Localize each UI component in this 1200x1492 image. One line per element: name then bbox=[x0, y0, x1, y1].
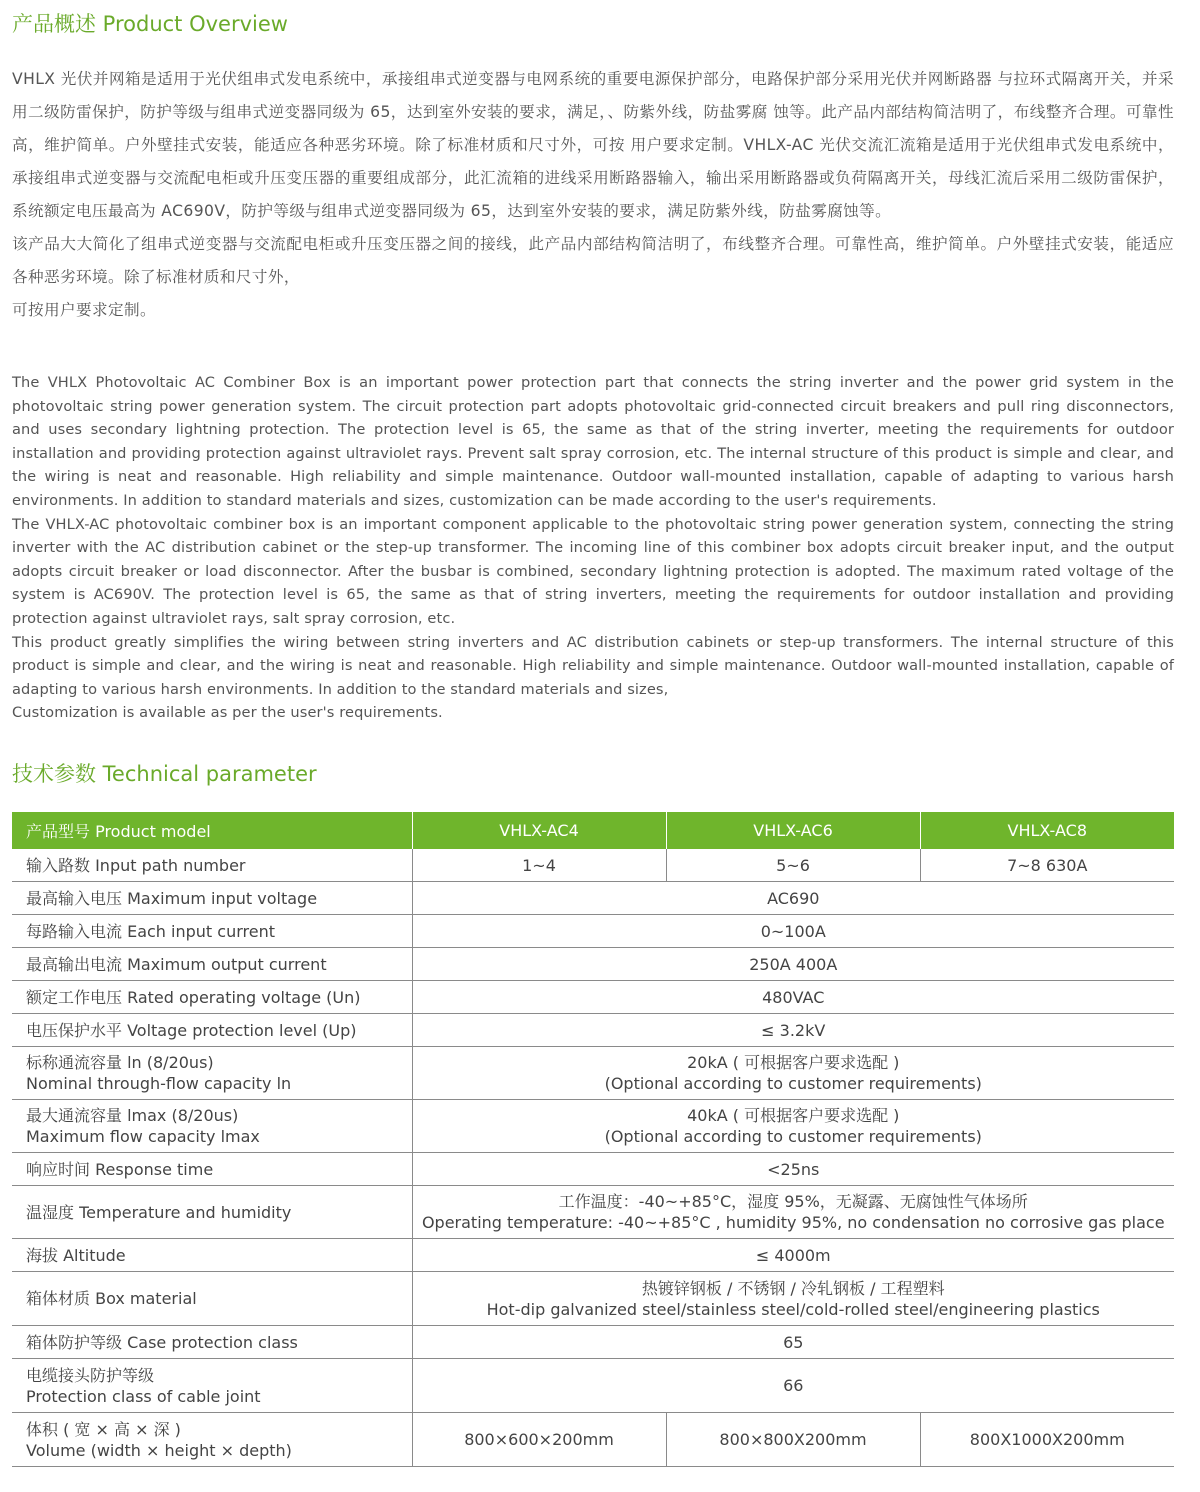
row-label-line: 体积 ( 宽 × 高 × 深 ) bbox=[26, 1419, 181, 1439]
row-value-line: 40kA ( 可根据客户要求选配 ) bbox=[687, 1106, 900, 1125]
row-label bbox=[12, 1272, 412, 1326]
table-row bbox=[12, 1359, 1174, 1413]
row-label-line: 最高输入电压 Maximum input voltage bbox=[26, 888, 318, 908]
row-label bbox=[12, 1413, 412, 1467]
table-row bbox=[12, 981, 1174, 1014]
row-value-line: 工作温度：-40~+85°C，湿度 95%，无凝露、无腐蚀性气体场所 bbox=[558, 1192, 1028, 1211]
row-label-line: 标称通流容量 ln (8/20us) bbox=[26, 1053, 214, 1072]
header-model-ac8: VHLX-AC8 bbox=[920, 812, 1174, 849]
row-label-line: 最大通流容量 lmax (8/20us) bbox=[26, 1106, 239, 1125]
table-row bbox=[12, 915, 1174, 948]
row-label bbox=[12, 1100, 412, 1153]
row-value-merged bbox=[412, 1326, 1174, 1359]
table-row bbox=[12, 849, 1174, 882]
row-value-line: (Optional according to customer requirements) bbox=[604, 1074, 982, 1093]
spec-header-row bbox=[12, 812, 1174, 849]
row-value-merged bbox=[412, 1100, 1174, 1153]
row-label-line: Nominal through-flow capacity ln bbox=[26, 1074, 292, 1093]
en-paragraph: This product greatly simplifies the wiring between string inverters and AC distribution cabinets or step-up transformers. The internal structure of this product is simple and clear, and the wiring is neat and reasonable. High reliability and simple maintenance. Outdoor wall-mounted installation, capable of adapting to various harsh environments. In addition to the standard materials and sizes, bbox=[12, 633, 1174, 698]
table-row bbox=[12, 1413, 1174, 1467]
row-label bbox=[12, 1186, 412, 1239]
row-label bbox=[12, 1359, 412, 1413]
row-value-line: Operating temperature: -40~+85°C , humidity 95%, no condensation no corrosive gas place bbox=[421, 1213, 1165, 1232]
table-row bbox=[12, 1239, 1174, 1272]
row-value: 5~6 bbox=[666, 849, 920, 882]
table-row bbox=[12, 948, 1174, 981]
cn-paragraph: 该产品大大简化了组串式逆变器与交流配电柜或升压变压器之间的接线，此产品内部结构简洁明了，布线整齐合理。可靠性高，维护简单。户外壁挂式安装，能适应各种恶劣环境。除了标准材质和尺寸外， bbox=[12, 235, 1174, 286]
row-label bbox=[12, 1014, 412, 1047]
row-value: 800×600×200mm bbox=[412, 1413, 666, 1467]
row-value-line: 热镀锌钢板 / 不锈钢 / 冷轧钢板 / 工程塑料 bbox=[641, 1278, 945, 1298]
row-value-merged bbox=[412, 1047, 1174, 1100]
row-label-line: 额定工作电压 Rated operating voltage (Un) bbox=[26, 987, 361, 1007]
row-value: 1~4 bbox=[412, 849, 666, 882]
row-label bbox=[12, 981, 412, 1014]
table-row bbox=[12, 1100, 1174, 1153]
row-value-merged bbox=[412, 1014, 1174, 1047]
row-label bbox=[12, 882, 412, 915]
row-value: 7~8 630A bbox=[920, 849, 1174, 882]
row-value-line: <25ns bbox=[767, 1159, 820, 1179]
overview-title: 产品概述 Product Overview bbox=[12, 12, 288, 36]
row-value: 800X1000X200mm bbox=[920, 1413, 1174, 1467]
row-label bbox=[12, 1239, 412, 1272]
row-label bbox=[12, 849, 412, 882]
en-paragraph: Customization is available as per the user's requirements. bbox=[12, 704, 443, 722]
row-value-merged bbox=[412, 1186, 1174, 1239]
technical-title: 技术参数 Technical parameter bbox=[12, 762, 317, 786]
table-row bbox=[12, 1047, 1174, 1100]
row-label-line: 温湿度 Temperature and humidity bbox=[26, 1202, 292, 1222]
row-label-line: 每路输入电流 Each input current bbox=[26, 921, 275, 941]
row-value-line: Hot-dip galvanized steel/stainless steel/cold-rolled steel/engineering plastics bbox=[486, 1299, 1100, 1319]
row-label bbox=[12, 1047, 412, 1100]
table-row bbox=[12, 1153, 1174, 1186]
row-label-line: 电压保护水平 Voltage protection level (Up) bbox=[26, 1020, 357, 1040]
row-label-line: 最高输出电流 Maximum output current bbox=[26, 954, 327, 974]
row-value: 800×800X200mm bbox=[666, 1413, 920, 1467]
row-value-merged bbox=[412, 915, 1174, 948]
row-value-line: 250A 400A bbox=[749, 954, 838, 974]
row-value-merged bbox=[412, 1153, 1174, 1186]
table-row bbox=[12, 1326, 1174, 1359]
spec-table-body bbox=[12, 849, 1174, 1467]
row-value-line: ≤ 4000m bbox=[755, 1245, 831, 1265]
table-row bbox=[12, 1186, 1174, 1239]
row-label bbox=[12, 1326, 412, 1359]
spec-table bbox=[12, 812, 1174, 1467]
en-paragraph: The VHLX Photovoltaic AC Combiner Box is an important power protection part that connects the string inverter and the power grid system in the photovoltaic string power generation system. The circuit protection part adopts photovoltaic grid-connected circuit breakers and pull ring disconnectors, and uses secondary lightning protection. The protection level is 65, the same as that of the string inverter, meeting the requirements for outdoor installation and providing protection against ultraviolet rays. Prevent salt spray corrosion, etc. The internal structure of this product is simple and clear, and the wiring is neat and reasonable. High reliability and simple maintenance. Outdoor wall-mounted installation, capable of adapting to various harsh environments. In addition to standard materials and sizes, customization can be made according to the user's requirements. bbox=[12, 374, 1174, 509]
row-label bbox=[12, 915, 412, 948]
table-row bbox=[12, 1014, 1174, 1047]
row-label-line: 海拔 Altitude bbox=[26, 1245, 126, 1265]
row-label-line: 输入路数 Input path number bbox=[26, 855, 246, 875]
row-label bbox=[12, 1153, 412, 1186]
overview-english-text bbox=[12, 371, 1174, 725]
row-label-line: 电缆接头防护等级 bbox=[26, 1365, 155, 1385]
row-value-merged bbox=[412, 981, 1174, 1014]
header-model-ac6: VHLX-AC6 bbox=[666, 812, 920, 849]
table-row bbox=[12, 882, 1174, 915]
table-row bbox=[12, 1272, 1174, 1326]
row-value-merged bbox=[412, 1239, 1174, 1272]
row-label-line: 响应时间 Response time bbox=[26, 1159, 214, 1179]
row-value-line: 20kA ( 可根据客户要求选配 ) bbox=[687, 1053, 900, 1072]
row-label-line: Maximum flow capacity lmax bbox=[26, 1127, 260, 1146]
header-product-model: 产品型号 Product model bbox=[12, 812, 412, 849]
row-label bbox=[12, 948, 412, 981]
row-value-line: 66 bbox=[783, 1376, 804, 1395]
row-value-line: 0~100A bbox=[760, 921, 826, 941]
row-value-merged bbox=[412, 1272, 1174, 1326]
row-value-line: (Optional according to customer requirements) bbox=[604, 1127, 982, 1146]
row-label-line: 箱体材质 Box material bbox=[26, 1289, 197, 1308]
cn-paragraph: 可按用户要求定制。 bbox=[12, 301, 156, 319]
row-label-line: 箱体防护等级 Case protection class bbox=[26, 1332, 298, 1352]
row-value-line: 65 bbox=[783, 1332, 804, 1352]
row-value-line: ≤ 3.2kV bbox=[761, 1020, 826, 1040]
row-value-merged bbox=[412, 948, 1174, 981]
overview-chinese-text bbox=[12, 63, 1174, 327]
row-value-line: 480VAC bbox=[762, 987, 825, 1007]
row-value-line: AC690 bbox=[767, 888, 820, 908]
row-label-line: Volume (width × height × depth) bbox=[26, 1440, 292, 1460]
row-value-merged bbox=[412, 882, 1174, 915]
row-label-line: Protection class of cable joint bbox=[26, 1386, 261, 1406]
row-value-merged bbox=[412, 1359, 1174, 1413]
en-paragraph: The VHLX-AC photovoltaic combiner box is an important component applicable to the photovoltaic string power generation system, connecting the string inverter with the AC distribution cabinet or the step-up transformer. The incoming line of this combiner box adopts circuit breaker input, and the output adopts circuit breaker or load disconnector. After the busbar is combined, secondary lightning protection is adopted. The maximum rated voltage of the system is AC690V. The protection level is 65, the same as that of string inverters, meeting the requirements for outdoor installation and providing protection against ultraviolet rays, salt spray corrosion, etc. bbox=[12, 515, 1174, 627]
header-model-ac4: VHLX-AC4 bbox=[412, 812, 666, 849]
cn-paragraph: VHLX 光伏并网箱是适用于光伏组串式发电系统中，承接组串式逆变器与电网系统的重要电源保护部分，电路保护部分采用光伏并网断路器 与拉环式隔离开关，并采用二级防雷保护，防护等级与组串式逆变器同级为 65，达到室外安装的要求，满足，、防紫外线，防盐雾腐 蚀等。此产品内部结构简洁明了，布线整齐合理。可靠性高，维护简单。户外壁挂式安装，能适应各种恶劣环境。除了标准材质和尺寸外，可按 用户要求定制。VHLX-AC 光伏交流汇流箱是适用于光伏组串式发电系统中，承接组串式逆变器与交流配电柜或升压变压器的重要组成部分，此汇流箱的进线采用断路器输入，输出采用断路器或负荷隔离开关，母线汇流后采用二级防雷保护，系统额定电压最高为 AC690V，防护等级与组串式逆变器同级为 65，达到室外安装的要求，满足防紫外线，防盐雾腐蚀等。 bbox=[12, 70, 1174, 220]
